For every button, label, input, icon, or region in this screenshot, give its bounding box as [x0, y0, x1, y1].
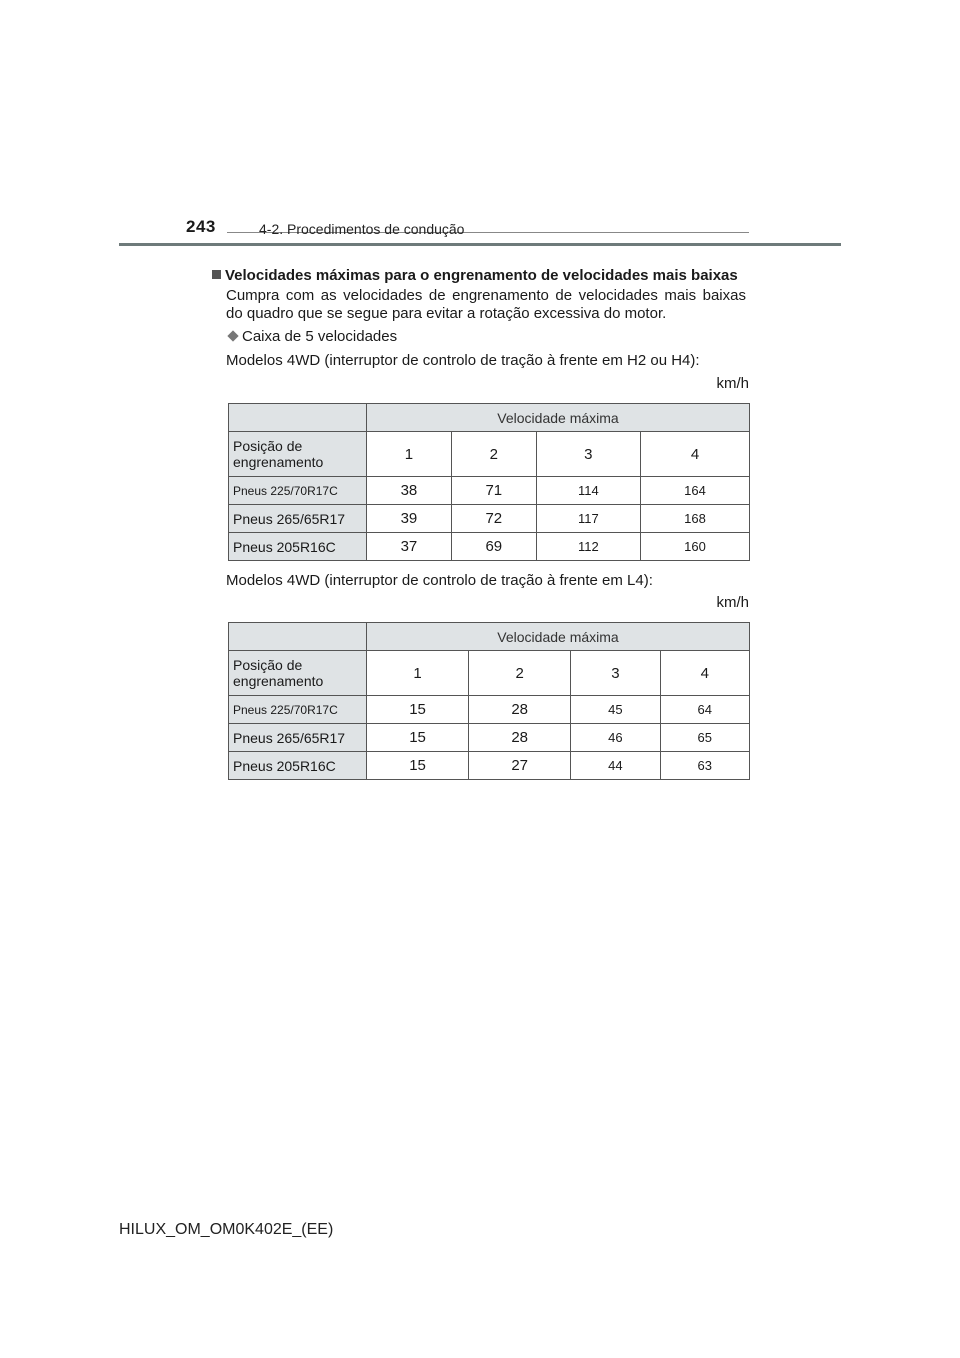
- speed-cell: 28: [469, 696, 571, 724]
- speed-cell: 63: [660, 752, 749, 780]
- speed-cell: 15: [367, 752, 469, 780]
- table-row: [229, 505, 750, 533]
- speed-cell: 160: [640, 533, 749, 561]
- subheading: [226, 328, 397, 346]
- square-bullet-icon: [212, 270, 221, 279]
- heading-text: Velocidades máximas para o engrenamento de velocidades mais baixas: [225, 267, 738, 284]
- table-row: [229, 696, 750, 724]
- speed-cell: 15: [367, 724, 469, 752]
- speed-cell: 38: [367, 477, 452, 505]
- speed-cell: 46: [571, 724, 660, 752]
- speed-cell: 168: [640, 505, 749, 533]
- header-blank-cell: [229, 404, 367, 432]
- table-row: [229, 752, 750, 780]
- speed-cell: 164: [640, 477, 749, 505]
- gear-cell: 2: [451, 432, 536, 477]
- speed-cell: 112: [536, 533, 640, 561]
- gear-row: [229, 432, 750, 477]
- speed-table-l4: [228, 622, 750, 780]
- speed-cell: 114: [536, 477, 640, 505]
- max-speed-header: Velocidade máxima: [367, 404, 750, 432]
- paragraph-line-2: do quadro que se segue para evitar a rotação excessiva do motor.: [226, 305, 667, 322]
- speed-cell: 72: [451, 505, 536, 533]
- speed-cell: 44: [571, 752, 660, 780]
- speed-cell: 71: [451, 477, 536, 505]
- gear-cell: 4: [640, 432, 749, 477]
- gear-cell: 4: [660, 651, 749, 696]
- header-blank-cell: [229, 623, 367, 651]
- table-row: [229, 533, 750, 561]
- header-rule: [119, 243, 841, 246]
- gear-cell: 3: [571, 651, 660, 696]
- gear-position-label: Posição de engrenamento: [229, 432, 367, 477]
- intro-paragraph: [226, 287, 746, 323]
- tyre-label: Pneus 225/70R17C: [229, 477, 367, 505]
- tyre-label: Pneus 205R16C: [229, 752, 367, 780]
- tyre-label: Pneus 265/65R17: [229, 724, 367, 752]
- gear-cell: 1: [367, 432, 452, 477]
- table-header-row: [229, 623, 750, 651]
- speed-cell: 37: [367, 533, 452, 561]
- speed-cell: 69: [451, 533, 536, 561]
- speed-cell: 39: [367, 505, 452, 533]
- speed-cell: 28: [469, 724, 571, 752]
- speed-cell: 27: [469, 752, 571, 780]
- section-heading: [212, 267, 738, 284]
- speed-cell: 65: [660, 724, 749, 752]
- speed-table-h2-h4: [228, 403, 750, 561]
- speed-cell: 117: [536, 505, 640, 533]
- subheading-text: Caixa de 5 velocidades: [242, 328, 398, 345]
- tyre-label: Pneus 225/70R17C: [229, 696, 367, 724]
- paragraph-line-1: Cumpra com as velocidades de engrenamento de velocidades mais baixas: [226, 287, 746, 304]
- speed-cell: 64: [660, 696, 749, 724]
- tyre-label: Pneus 265/65R17: [229, 505, 367, 533]
- diamond-bullet-icon: [227, 330, 238, 341]
- table-row: [229, 724, 750, 752]
- table-row: [229, 477, 750, 505]
- tyre-label: Pneus 205R16C: [229, 533, 367, 561]
- gear-position-label: Posição de engrenamento: [229, 651, 367, 696]
- model1-caption: Modelos 4WD (interruptor de controlo de tração à frente em H2 ou H4):: [226, 352, 700, 369]
- document-id: HILUX_OM_OM0K402E_(EE): [119, 1221, 334, 1238]
- speed-cell: 15: [367, 696, 469, 724]
- gear-cell: 3: [536, 432, 640, 477]
- gear-cell: 2: [469, 651, 571, 696]
- gear-cell: 1: [367, 651, 469, 696]
- unit-label-1: km/h: [716, 375, 749, 392]
- speed-cell: 45: [571, 696, 660, 724]
- page-number: 243: [186, 217, 216, 236]
- gear-row: [229, 651, 750, 696]
- max-speed-header: Velocidade máxima: [367, 623, 750, 651]
- table-header-row: [229, 404, 750, 432]
- model2-caption: Modelos 4WD (interruptor de controlo de tração à frente em L4):: [226, 572, 653, 589]
- unit-label-2: km/h: [716, 594, 749, 611]
- section-title: 4-2. Procedimentos de condução: [259, 221, 465, 237]
